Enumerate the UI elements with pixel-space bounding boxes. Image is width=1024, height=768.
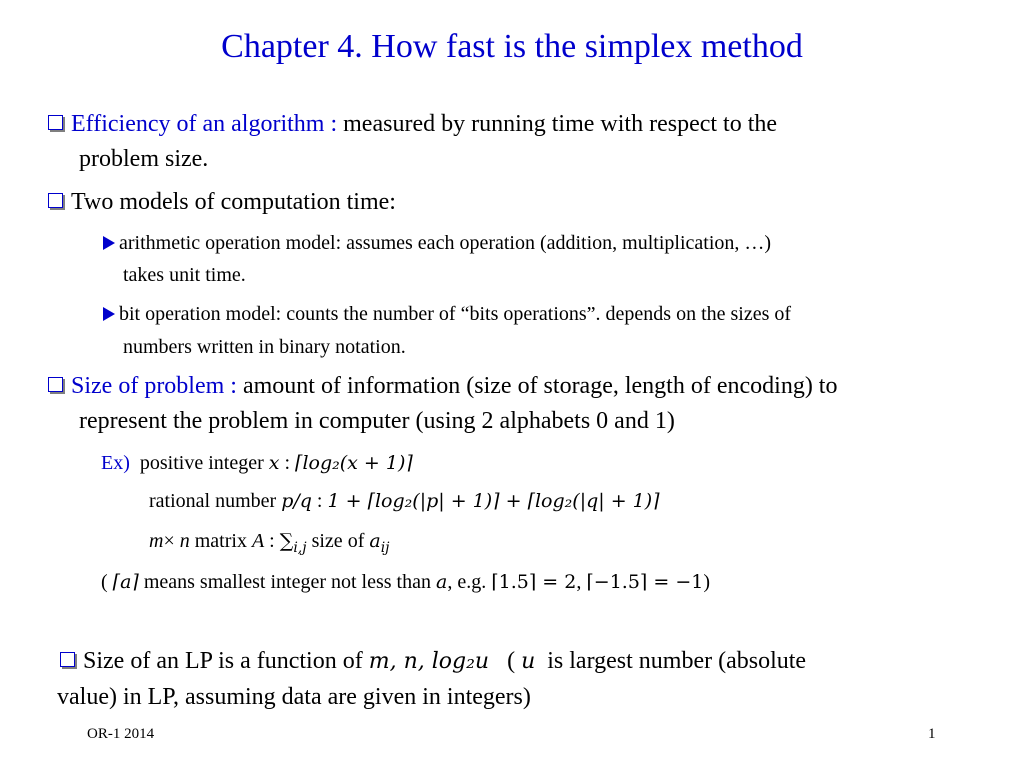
efficiency-continuation: problem size.: [79, 146, 209, 172]
efficiency-label: Efficiency of an algorithm :: [71, 111, 338, 137]
note-var: a: [436, 571, 448, 593]
footer-course: OR-1 2014: [87, 726, 155, 742]
note-open: (: [101, 571, 113, 593]
arithmetic-continuation: takes unit time.: [123, 264, 246, 286]
bit-text: bit operation model: counts the number of “bits operations”. depends on the sizes of: [119, 303, 792, 325]
example1-var: x: [268, 452, 280, 474]
example3-sep: :: [264, 530, 280, 552]
checkbox-bullet-icon: [48, 377, 63, 392]
example3-size: size of: [306, 530, 370, 552]
example3-n: n: [179, 530, 190, 552]
efficiency-text: measured by running time with respect to the: [337, 111, 778, 137]
bit-continuation: numbers written in binary notation.: [123, 336, 406, 358]
lp-size-u: u: [521, 649, 536, 674]
bullet-size-of-problem: [48, 373, 837, 400]
example3-m: m: [149, 530, 164, 552]
example2-formula: 1 + ⌈log₂(|p| + 1)⌉ + ⌈log₂(|q| + 1)⌉: [327, 490, 660, 512]
note-eg: , e.g.: [447, 571, 492, 593]
note-text: means smallest integer not less than: [138, 571, 436, 593]
checkbox-bullet-icon: [48, 115, 63, 130]
example2-var: p/q: [281, 490, 312, 512]
example3-a-sub: ij: [380, 540, 390, 556]
example3-A: A: [251, 530, 265, 552]
checkbox-bullet-icon: [48, 193, 63, 208]
note-close: ): [703, 571, 710, 593]
size-label: Size of problem :: [71, 373, 237, 399]
page-number: 1: [928, 726, 936, 742]
subbullet-bit: [103, 303, 791, 326]
example3-times: ×: [163, 530, 180, 552]
example-rational-number: [149, 490, 660, 513]
lp-size-text2: is largest number (absolute: [535, 648, 807, 674]
example2-text: rational number: [149, 490, 282, 512]
lp-size-continuation: value) in LP, assuming data are given in integers): [57, 684, 531, 710]
example-matrix: [149, 530, 390, 556]
example2-sep: :: [311, 490, 328, 512]
note-eq2: ⌈−1.5⌉ = −1: [586, 571, 704, 593]
example1-text: positive integer: [139, 452, 269, 474]
arrow-bullet-icon: [103, 307, 115, 321]
arrow-bullet-icon: [103, 236, 115, 250]
note-eq1: ⌈1.5⌉ = 2: [491, 571, 577, 593]
lp-size-formula: m, n, log₂u: [368, 649, 490, 674]
note-ceil: ⌈a⌉: [112, 571, 139, 593]
example-label: Ex): [101, 452, 130, 474]
size-text: amount of information (size of storage, length of encoding) to: [236, 373, 838, 399]
example3-sum: ∑: [279, 530, 294, 552]
ceiling-note: [101, 571, 710, 594]
example3-sum-sub: i,j: [293, 540, 307, 556]
checkbox-bullet-icon: [60, 652, 75, 667]
example3-a: a: [369, 530, 381, 552]
lp-size-paren: (: [489, 648, 522, 674]
models-text: Two models of computation time:: [71, 189, 396, 215]
bullet-efficiency: [48, 111, 777, 138]
subbullet-arithmetic: [103, 232, 771, 255]
bullet-models: [48, 189, 396, 216]
lp-size-text: Size of an LP is a function of: [83, 648, 369, 674]
bullet-lp-size: [60, 648, 806, 675]
note-comma: ,: [576, 571, 587, 593]
example1-formula: ⌈log₂(x + 1)⌉: [295, 452, 413, 474]
slide-title: Chapter 4. How fast is the simplex method: [221, 28, 803, 65]
example3-text: matrix: [189, 530, 252, 552]
example1-sep: :: [279, 452, 296, 474]
example-positive-integer: [101, 452, 413, 475]
size-continuation: represent the problem in computer (using 2 alphabets 0 and 1): [79, 408, 675, 434]
arithmetic-text: arithmetic operation model: assumes each operation (addition, multiplication, …): [119, 232, 772, 254]
